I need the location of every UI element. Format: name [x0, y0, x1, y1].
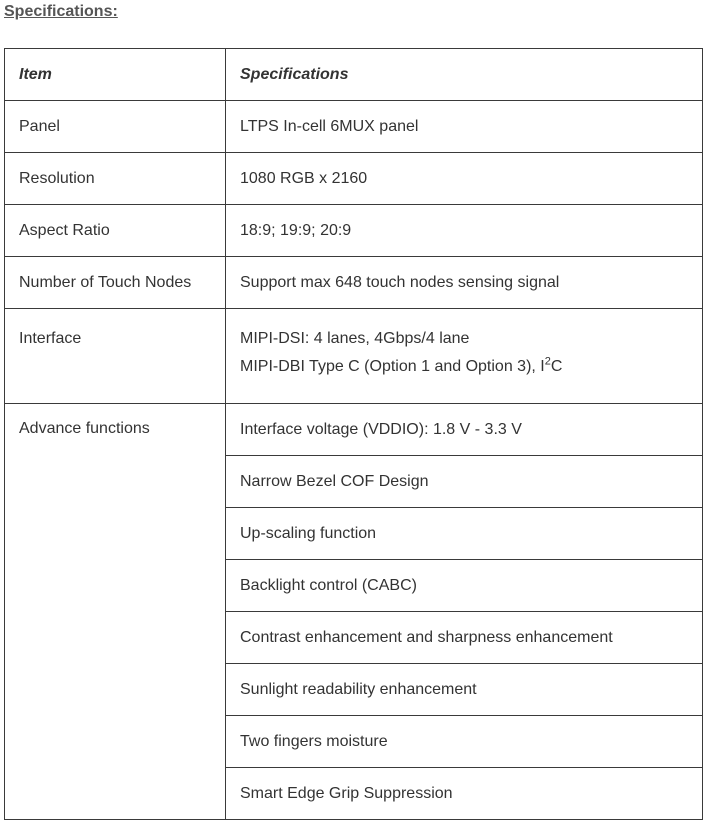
advance-function-item: Backlight control (CABC) — [226, 560, 703, 612]
row-label-advance-functions: Advance functions — [5, 404, 226, 820]
row-value-touch-nodes: Support max 648 touch nodes sensing signal — [226, 257, 703, 309]
advance-function-item: Interface voltage (VDDIO): 1.8 V - 3.3 V — [226, 404, 703, 456]
advance-function-item: Two fingers moisture — [226, 716, 703, 768]
advance-function-item: Narrow Bezel COF Design — [226, 456, 703, 508]
row-label-aspect-ratio: Aspect Ratio — [5, 205, 226, 257]
table-row — [5, 205, 703, 257]
table-row — [5, 257, 703, 309]
interface-line-2 — [240, 353, 688, 381]
row-value-interface — [226, 309, 703, 404]
table-header-row — [5, 49, 703, 101]
interface-line-2-suffix: C — [550, 358, 563, 375]
section-heading: Specifications: — [4, 3, 118, 20]
row-label-interface: Interface — [5, 309, 226, 404]
advance-function-item: Sunlight readability enhancement — [226, 664, 703, 716]
advance-function-item: Up-scaling function — [226, 508, 703, 560]
advance-function-item: Contrast enhancement and sharpness enhancement — [226, 612, 703, 664]
row-label-touch-nodes: Number of Touch Nodes — [5, 257, 226, 309]
row-label-resolution: Resolution — [5, 153, 226, 205]
table-row — [5, 404, 703, 456]
row-value-resolution: 1080 RGB x 2160 — [226, 153, 703, 205]
table-row — [5, 101, 703, 153]
interface-line-2-prefix: MIPI-DBI Type C (Option 1 and Option 3), I — [240, 358, 545, 375]
row-value-panel: LTPS In-cell 6MUX panel — [226, 101, 703, 153]
table-row — [5, 309, 703, 404]
specifications-table — [4, 48, 703, 820]
row-label-panel: Panel — [5, 101, 226, 153]
column-header-specifications: Specifications — [226, 49, 703, 101]
interface-line-1: MIPI-DSI: 4 lanes, 4Gbps/4 lane — [240, 330, 470, 347]
column-header-item: Item — [5, 49, 226, 101]
row-value-aspect-ratio: 18:9; 19:9; 20:9 — [226, 205, 703, 257]
interface-line-2-superscript: 2 — [544, 355, 551, 368]
advance-function-item: Smart Edge Grip Suppression — [226, 768, 703, 820]
table-row — [5, 153, 703, 205]
